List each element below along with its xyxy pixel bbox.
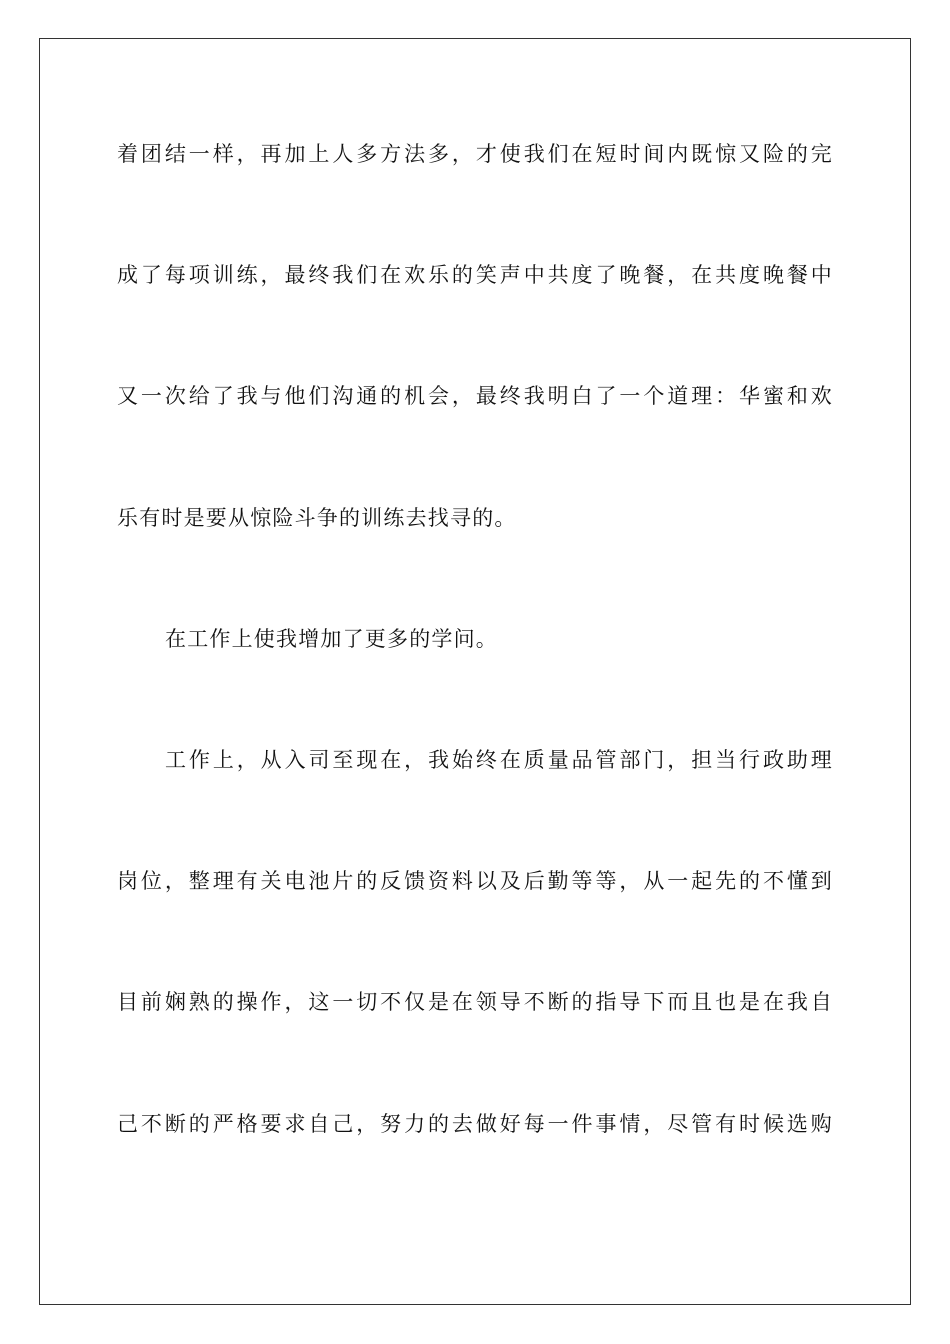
text-line-9: 己不断的严格要求自己，努力的去做好每一件事情，尽管有时候选购 xyxy=(117,1111,833,1136)
text-line-1: 着团结一样，再加上人多方法多，才使我们在短时间内既惊又险的完 xyxy=(117,142,833,166)
text-line-3: 又一次给了我与他们沟通的机会，最终我明白了一个道理：华蜜和欢 xyxy=(117,384,833,409)
document-body xyxy=(117,130,833,1221)
text-line-4: 乐有时是要从惊险斗争的训练去找寻的。 xyxy=(117,505,517,530)
text-line-5: 在工作上使我增加了更多的学问。 xyxy=(165,626,498,651)
text-line-6: 工作上，从入司至现在，我始终在质量品管部门，担当行政助理 xyxy=(165,747,833,772)
text-line-7: 岗位，整理有关电池片的反馈资料以及后勤等等，从一起先的不懂到 xyxy=(117,869,833,894)
text-line-8: 目前娴熟的操作，这一切不仅是在领导不断的指导下而且也是在我自 xyxy=(117,990,833,1015)
text-line-2: 成了每项训练，最终我们在欢乐的笑声中共度了晚餐，在共度晚餐中 xyxy=(117,263,833,288)
